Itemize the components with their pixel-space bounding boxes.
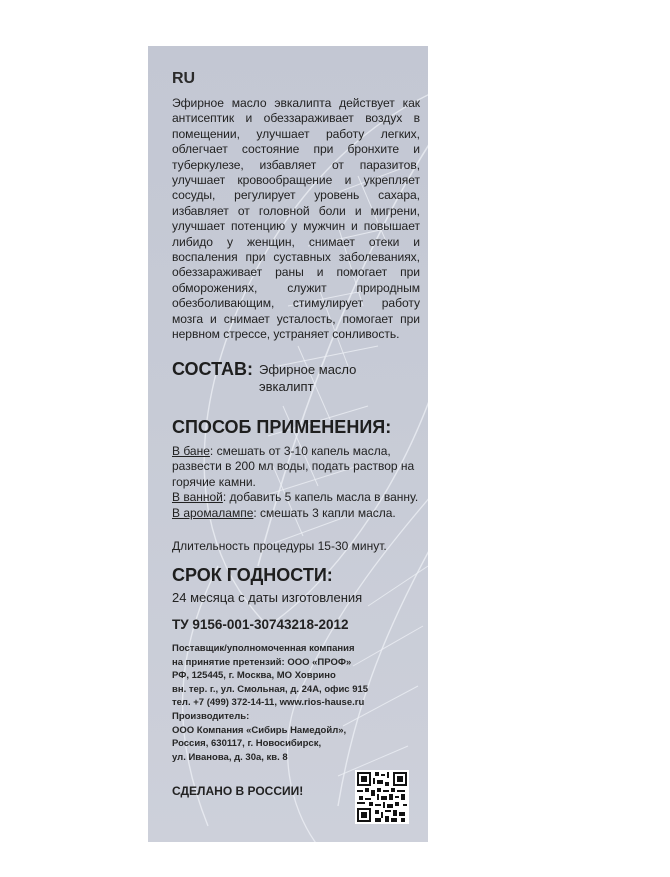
composition-title: СОСТАВ:	[172, 358, 253, 379]
qr-code-icon	[355, 770, 409, 824]
composition-section	[172, 359, 420, 395]
usage-title: СПОСОБ ПРИМЕНЕНИЯ:	[172, 416, 392, 437]
supplier-line: на принятие претензий: ООО «ПРОФ»	[172, 656, 352, 668]
supplier-line: вн. тер. г., ул. Смольная, д. 24А, офис 915	[172, 683, 369, 695]
supplier-line: РФ, 125445, г. Москва, МО Ховрино	[172, 670, 336, 682]
made-in-russia: СДЕЛАНО В РОССИИ!	[172, 784, 304, 798]
label-content	[172, 70, 420, 764]
language-code: RU	[172, 70, 196, 87]
usage-item-text: : добавить 5 капель масла в ванну.	[222, 490, 419, 504]
manufacturer-line: ул. Иванова, д. 30а, кв. 8	[172, 751, 288, 763]
usage-item-text: : смешать 3 капли масла.	[253, 505, 396, 520]
manufacturer-line: Россия, 630117, г. Новосибирск,	[172, 738, 322, 750]
usage-item-tub	[172, 490, 420, 506]
technical-spec-code: ТУ 9156-001-30743218-2012	[172, 617, 349, 632]
supplier-info	[172, 642, 420, 764]
shelf-life-value: 24 месяца с даты изготовления	[172, 590, 363, 605]
composition-value-line1: Эфирное масло	[258, 361, 357, 377]
usage-item-lamp	[172, 506, 420, 522]
manufacturer-line: Производитель:	[172, 710, 250, 722]
shelf-life-title: СРОК ГОДНОСТИ:	[172, 565, 333, 585]
usage-item-label: В ванной	[172, 490, 223, 504]
usage-item-text: : смешать от 3-10 капель масла, развести в 200 мл воды, подать раствор на горячие камни.	[172, 443, 415, 489]
procedure-duration: Длительность процедуры 15-30 минут.	[172, 539, 387, 553]
supplier-line: Поставщик/уполномоченная компания	[172, 643, 355, 654]
usage-item-label: В аромалампе	[172, 505, 254, 520]
supplier-line: тел. +7 (499) 372-14-11, www.rios-hause.ru	[172, 697, 365, 709]
usage-item-label: В бане	[172, 443, 210, 458]
usage-item-bath	[172, 444, 420, 491]
product-label	[148, 46, 428, 842]
composition-value	[259, 361, 356, 395]
composition-value-line2: эвкалипт	[258, 378, 314, 394]
product-description: Эфирное масло эвкалипта действует как антисептик и обеззараживает воздух в помещении, улучшает работу легких, облегчает состояние при бронхите и туберкулезе, избавляет от паразитов, улучшает кровообращение и укрепляет сосуды, регулирует уровень сахара, избавляет от головной боли и мигрени, улучшает потенцию у мужчин и повышает либидо у женщин, снимает отеки и воспаления при суставных заболеваниях, обеззараживает раны и помогает при обморожениях, служит природным обезболивающим, стимулирует работу мозга и снимает усталость, помогает при нервном стрессе, устраняет сонливость.	[172, 96, 420, 342]
manufacturer-line: ООО Компания «Сибирь Намедойл»,	[172, 724, 347, 736]
